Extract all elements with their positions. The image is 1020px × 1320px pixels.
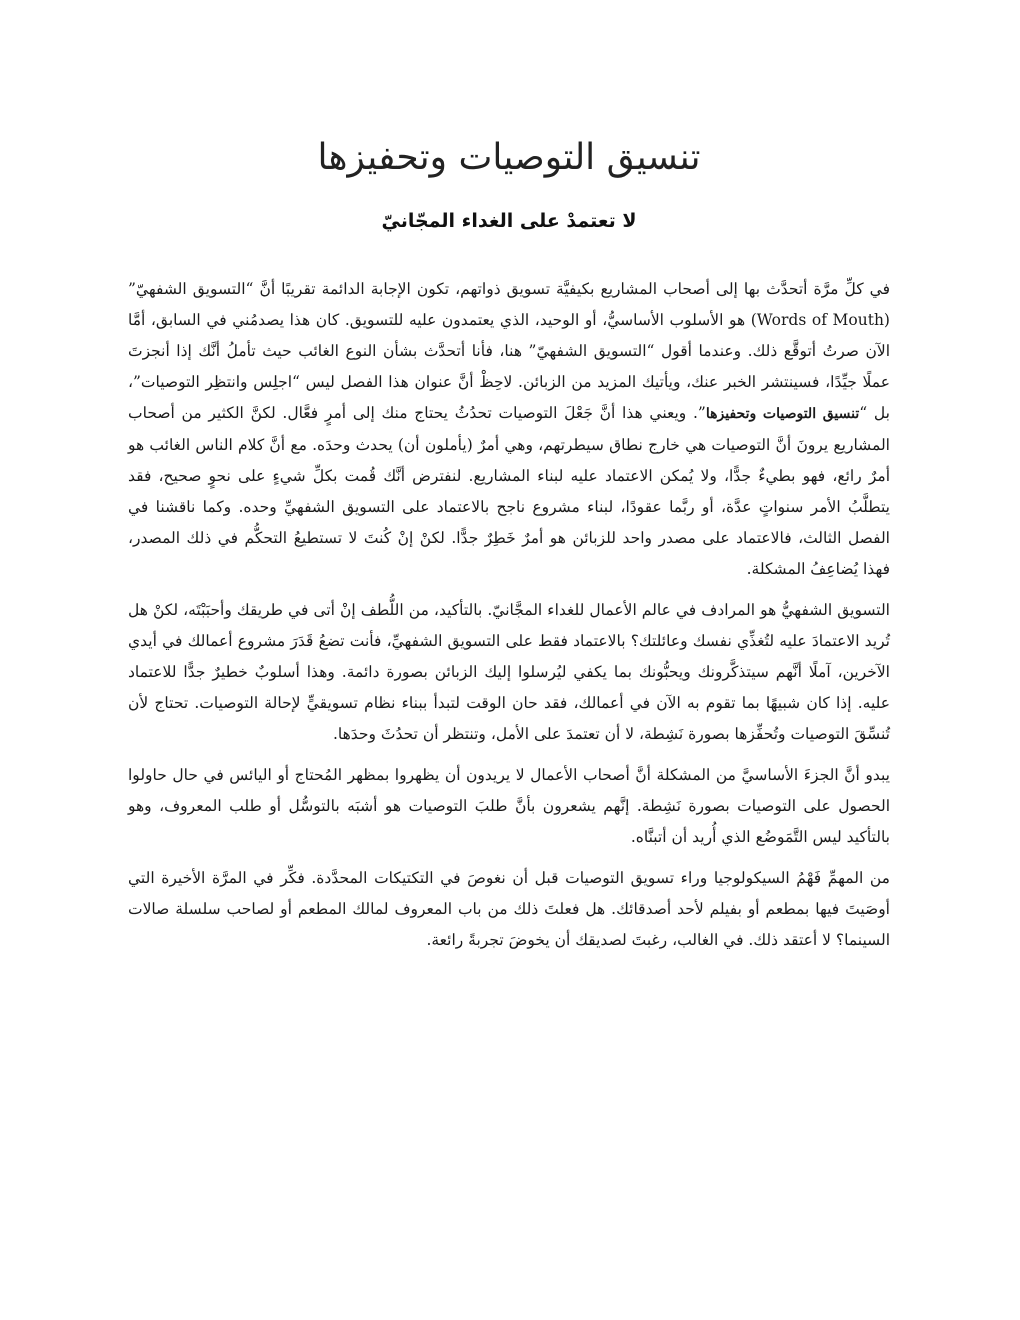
paragraph-1-text-end: ”. ويعني هذا أنَّ جَعْلَ التوصيات تحدُثُ يحتاج منك إلى أمرٍ فعَّال. لكنَّ الكثير من أصحاب المشاريع يرونَ أنَّ التوصيات هي خارج نطاق سيطرتهم، وهي أمرٌ (يأملون أن) يحدث وحدَه. مع أنَّ كلام الناس الغائب هو أمرٌ رائع، فهو بطيءٌ جدًّا، ولا يُمكن الاعتماد عليه لبناء المشاريع. لنفترض أنَّك قُمت بكلِّ شيءٍ على نحوٍ صحيح، فقد يتطلَّبُ الأمر سنواتٍ عدَّة، أو ربَّما عقودًا، لبناء مشروع ناجح بالاعتماد على التسويق الشفهيِّ وحده. وكما ناقشنا في الفصل الثالث، فالاعتماد على مصدر واحد للزبائن هو أمرٌ خَطِرٌ جدًّا. لكنْ إنْ كُنتَ لا تستطيعُ التحكُّم في ذلك المصدر، فهذا يُضاعِفُ المشكلة.: [128, 404, 890, 578]
section-subtitle: لا تعتمدْ على الغداء المجّانيّ: [381, 210, 637, 232]
paragraph-1-text-start: في كلِّ مرَّة أتحدَّث بها إلى أصحاب المشاريع بكيفيَّة تسويق ذواتهم، تكون الإجابة الدائمة تقريبًا أنَّ “التسويق الشفهيّ” (Words of Mouth) هو الأسلوب الأساسيُّ، أو الوحيد، الذي يعتمدون عليه للتسويق. كان هذا يصدمُني في السابق، أمَّا الآن صرتُ أتوقَّع ذلك. وعندما أقول “التسويق الشفهيّ” هنا، فأنا أتحدَّث بشأن النوع الغائب حيث تأملُ أنَّك إذا أنجزتَ عملًا جيِّدًا، فسينتشر الخبر عنك، ويأتيك المزيد من الزبائن. لاحِظْ أنَّ عنوان هذا الفصل ليس “اجلِس وانتظِر التوصيات”، بل “: [128, 280, 890, 422]
page-title: تنسيق التوصيات وتحفيزها: [317, 137, 701, 178]
document-page: [128, 128, 890, 966]
paragraph-1-emphasis: تنسيق التوصيات وتحفيزها: [705, 406, 860, 422]
paragraph-4: من المهمِّ فَهْمُ السيكولوجيا وراء تسويق التوصيات قبل أن نغوصَ في التكتيكات المحدَّدة. فكِّر في المرَّة الأخيرة التي أوصَيتَ فيها بمطعم أو بفيلم لأحد أصدقائك. هل فعلتَ ذلك من باب المعروف لمالك المطعم أو لصاحب سلسلة صالات السينما؟ لا أعتقد ذلك. في الغالب، رغبتَ لصديقك أن يخوضَ تجربةً رائعة.: [128, 869, 890, 949]
paragraph-2: التسويق الشفهيُّ هو المرادف في عالم الأعمال للغداء المجَّانيّ. بالتأكيد، من اللُّطف إنْ أتى في طريقك وأحبَبْتَه، لكنْ هل تُريد الاعتمادَ عليه لتُغذِّي نفسك وعائلتك؟ بالاعتماد فقط على التسويق الشفهيِّ، فأنت تضعُ قَدَرَ مشروع أعمالك في أيدي الآخرين، آملًا أنَّهم سيتذكَّرونك ويحبُّونك بما يكفي ليُرسلوا إليك الزبائن بصورة دائمة. وهذا أسلوبٌ خطيرٌ جدًّا للاعتماد عليه. إذا كان شبيهًا بما تقوم به الآن في أعمالك، فقد حان الوقت لتبدأ ببناء نظام تسويقيٍّ لإحالة التوصيات. تحتاج لأن تُنسِّقَ التوصيات وتُحفِّزها بصورة نَشِطة، لا أن تعتمدَ على الأمل، وتنتظر أن تحدُثَ وحدَها.: [128, 601, 891, 743]
body-text: [128, 274, 890, 956]
paragraph-1: [128, 274, 890, 585]
paragraph-3: يبدو أنَّ الجزءَ الأساسيَّ من المشكلة أنَّ أصحاب الأعمال لا يريدون أن يظهروا بمظهر المُحتاج أو اليائس في حال حاولوا الحصول على التوصيات بصورة نَشِطة. إنَّهم يشعرون بأنَّ طلبَ التوصيات هو أشبَه بالتوسُّل أو طلب المعروف، وهو بالتأكيد ليس التَّمَوضُع الذي أُريد أن أتبنَّاه.: [128, 766, 890, 846]
